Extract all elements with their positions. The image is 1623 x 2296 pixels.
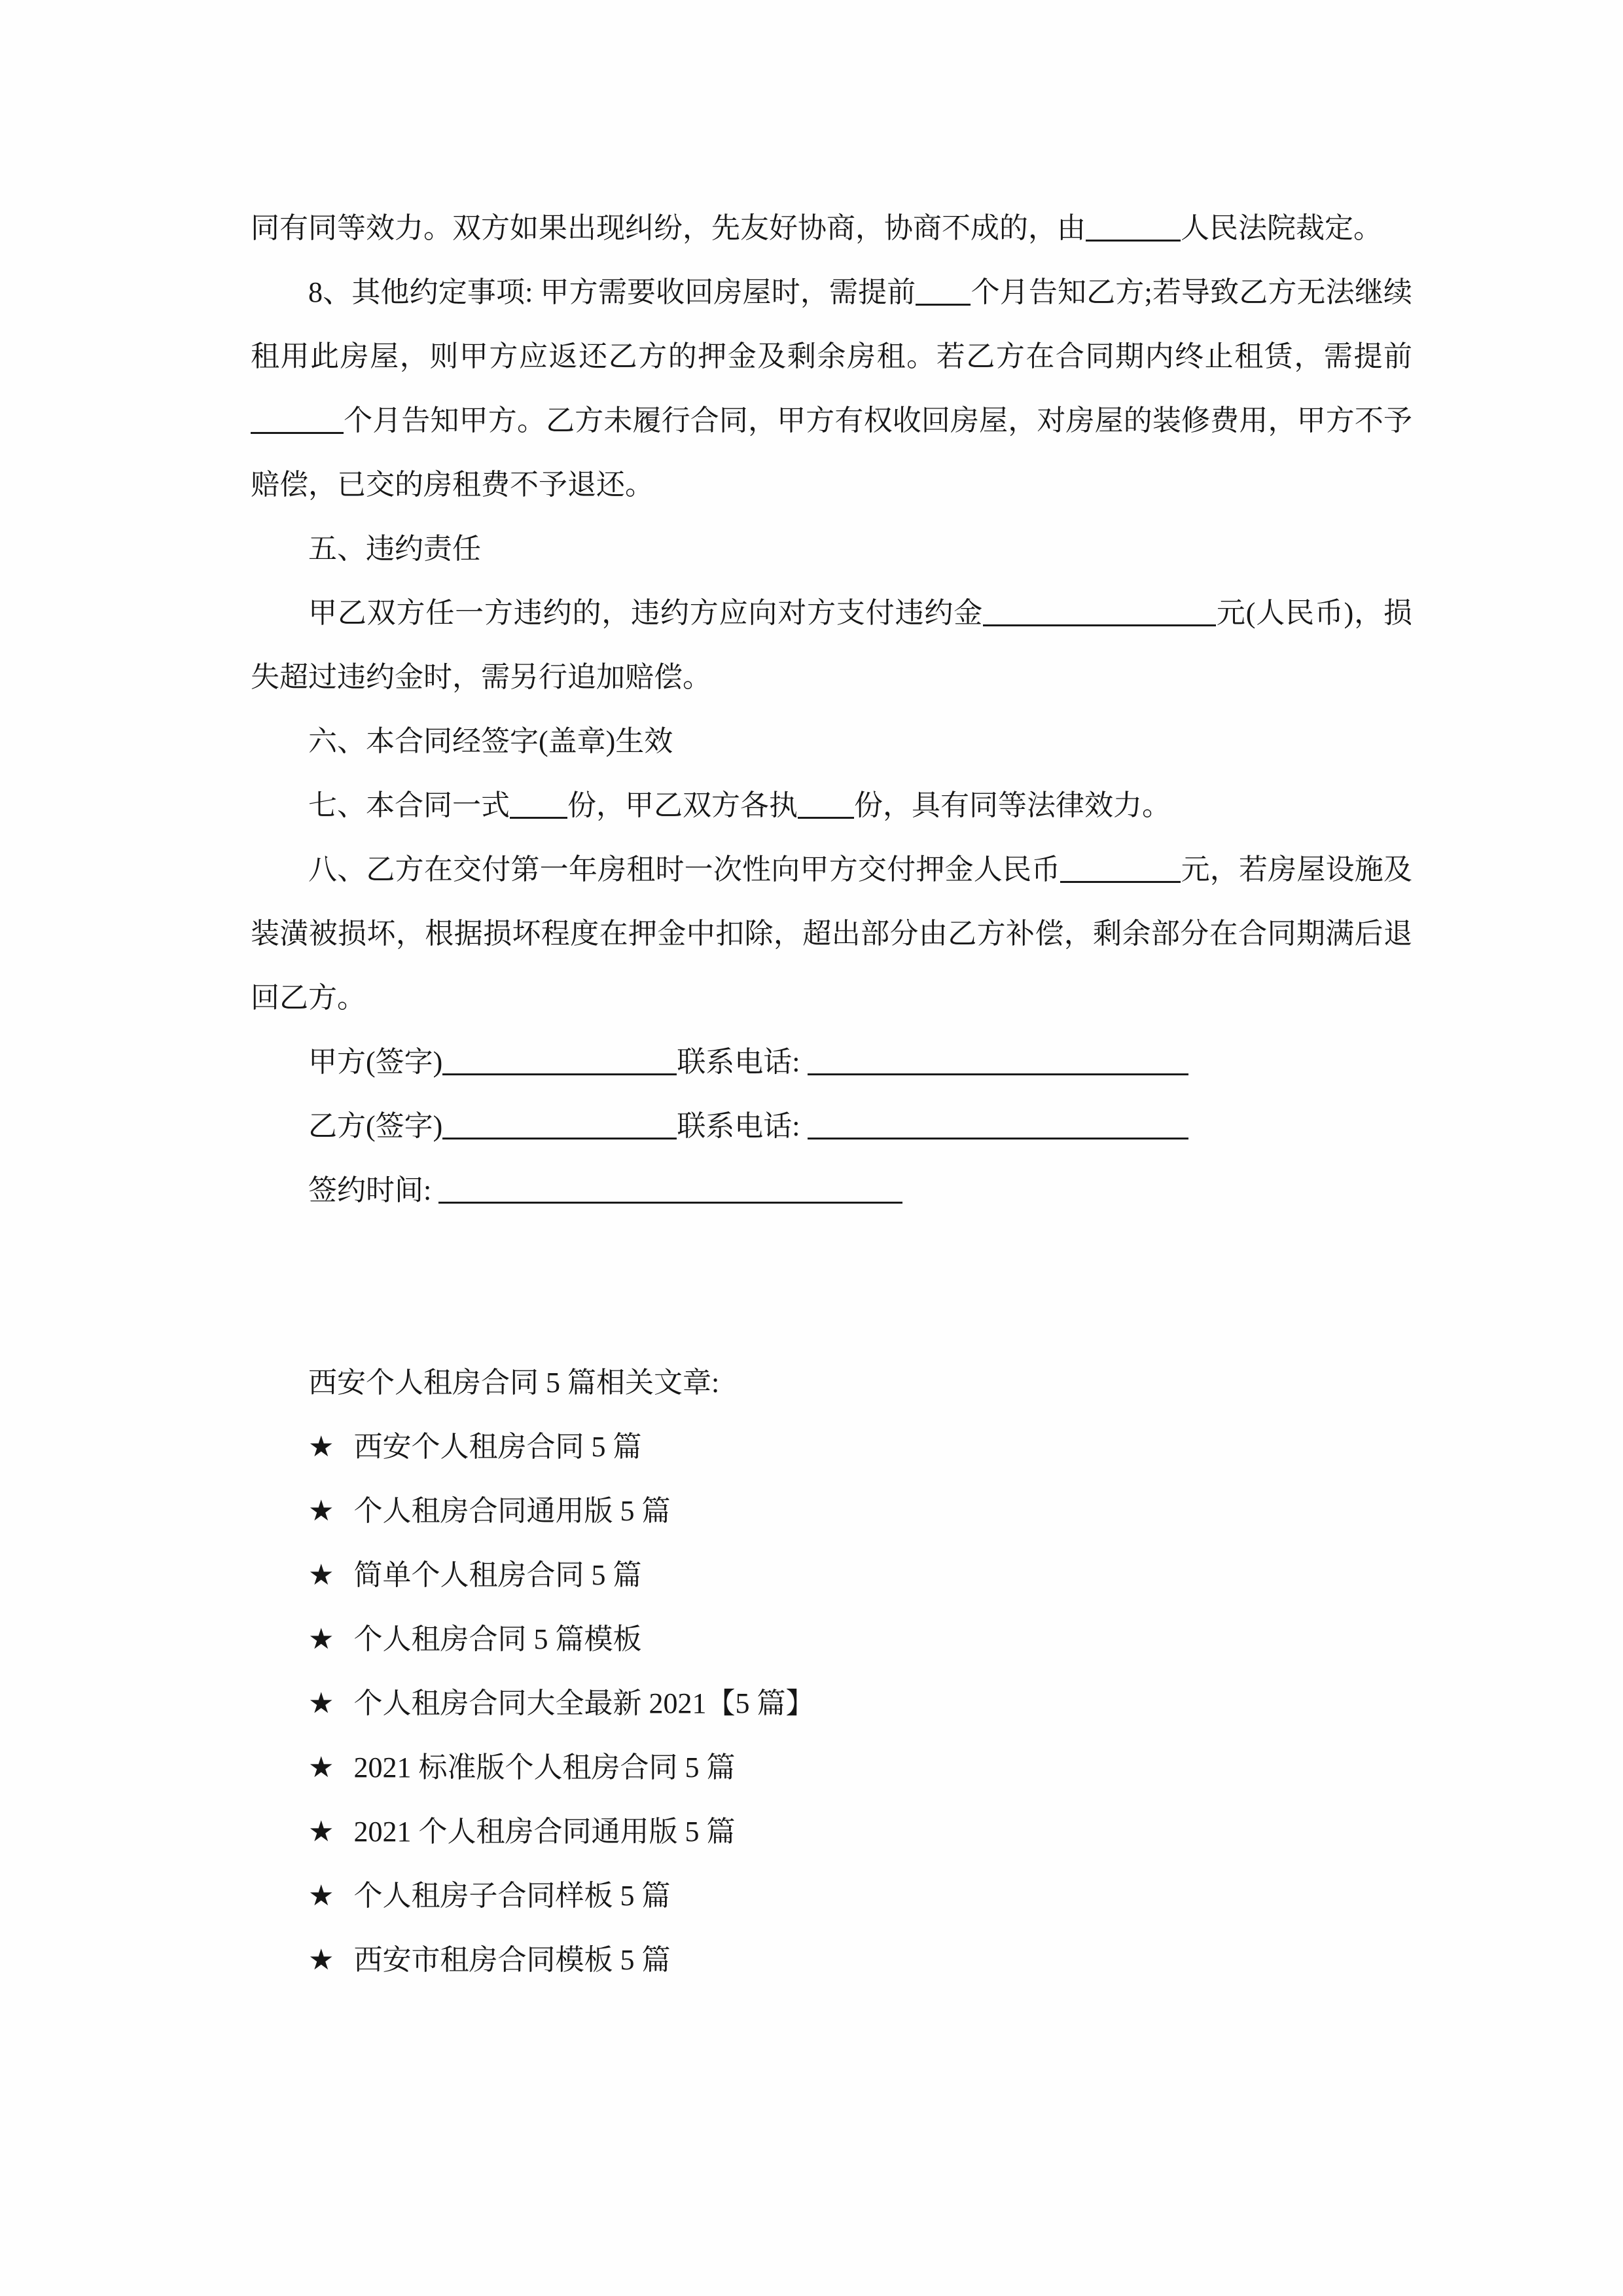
related-articles-heading: 西安个人租房合同 5 篇相关文章: (308, 1367, 720, 1399)
star-icon: ★ (308, 1495, 334, 1527)
contract-paragraph (251, 1158, 1412, 1223)
star-icon: ★ (308, 1559, 334, 1591)
related-article-item (251, 1800, 1412, 1864)
contract-paragraph (251, 196, 1412, 260)
related-article-label: 个人租房合同 5 篇模板 (353, 1623, 642, 1655)
contract-text: 元，若房屋设施及装潢被损坏，根据损坏程度在押金中扣除，超出部分由乙方补偿，剩余部分在合同期满后退回乙方。 (251, 853, 1413, 1014)
contract-text: 甲乙双方任一方违约的，违约方应向对方支付违约金 (308, 597, 984, 629)
related-article-item (251, 1736, 1412, 1800)
contract-text: 六、本合同经签字(盖章)生效 (308, 725, 673, 757)
contract-text: 元(人民币)，损失超过违约金时，需另行追加赔偿。 (251, 597, 1412, 693)
contract-text: 同有同等效力。双方如果出现纠纷，先友好协商，协商不成的，由 (251, 212, 1086, 244)
blank-fill-line (442, 1045, 677, 1075)
blank-fill-line (251, 403, 344, 434)
star-icon: ★ (308, 1880, 334, 1912)
blank-fill-line (1086, 211, 1181, 242)
contract-paragraph (251, 1094, 1412, 1158)
contract-paragraph (251, 260, 1412, 517)
related-article-item (251, 1864, 1412, 1928)
related-article-label: 西安个人租房合同 5 篇 (353, 1431, 642, 1463)
contract-paragraph (251, 709, 1412, 774)
star-icon: ★ (308, 1687, 334, 1719)
related-article-item (251, 1543, 1412, 1607)
blank-fill-line (808, 1109, 1188, 1139)
blank-fill-line (798, 788, 854, 819)
contract-text: 甲方(签字) (308, 1046, 443, 1078)
contract-paragraph (251, 774, 1412, 838)
blank-fill-line (442, 1109, 677, 1139)
related-article-label: 西安市租房合同模板 5 篇 (353, 1944, 671, 1976)
star-icon: ★ (308, 1751, 334, 1784)
related-article-label: 个人租房合同大全最新 2021【5 篇】 (353, 1687, 815, 1719)
related-article-item (251, 1479, 1412, 1543)
blank-fill-line (808, 1045, 1188, 1075)
related-articles-list (251, 1415, 1412, 1992)
contract-text: 人民法院裁定。 (1181, 212, 1382, 244)
blank-fill-line (510, 788, 567, 819)
contract-text: 八、乙方在交付第一年房租时一次性向甲方交付押金人民币 (308, 853, 1061, 886)
related-article-label: 个人租房合同通用版 5 篇 (353, 1495, 671, 1527)
related-article-label: 简单个人租房合同 5 篇 (353, 1559, 642, 1591)
contract-section (251, 196, 1412, 1223)
contract-text: 五、违约责任 (308, 533, 481, 565)
blank-fill-line (983, 596, 1216, 626)
contract-text: 乙方(签字) (308, 1110, 443, 1142)
related-article-item (251, 1928, 1412, 1992)
contract-text: 个月告知乙方;若导致乙方无法继续租用此房屋，则甲方应返还乙方的押金及剩余房租。若乙方在合同期内终止租赁，需提前 (251, 276, 1412, 372)
blank-fill-line (916, 275, 971, 306)
related-article-label: 2021 标准版个人租房合同 5 篇 (353, 1751, 736, 1784)
contract-paragraph (251, 838, 1412, 1030)
contract-text: 8、其他约定事项: 甲方需要收回房屋时，需提前 (308, 276, 916, 308)
contract-text: 个月告知甲方。乙方未履行合同，甲方有权收回房屋，对房屋的装修费用，甲方不予赔偿，已交的房租费不予退还。 (251, 404, 1412, 501)
star-icon: ★ (308, 1623, 334, 1655)
blank-fill-line (438, 1173, 902, 1204)
contract-text: 七、本合同一式 (308, 789, 510, 821)
related-article-label: 2021 个人租房合同通用版 5 篇 (353, 1816, 736, 1848)
document-body (251, 196, 1412, 1992)
star-icon: ★ (308, 1431, 334, 1463)
contract-paragraph (251, 1030, 1412, 1094)
contract-text: 签约时间: (308, 1174, 439, 1206)
related-article-item (251, 1415, 1412, 1479)
related-article-item (251, 1672, 1412, 1736)
contract-text: 联系电话: (677, 1046, 808, 1078)
related-article-label: 个人租房子合同样板 5 篇 (353, 1880, 671, 1912)
contract-text: 联系电话: (677, 1110, 808, 1142)
related-article-item (251, 1607, 1412, 1672)
contract-text: 份，具有同等法律效力。 (854, 789, 1171, 821)
star-icon: ★ (308, 1816, 334, 1848)
contract-text: 份，甲乙双方各执 (567, 789, 798, 821)
contract-paragraph (251, 517, 1412, 581)
related-articles-section (251, 1351, 1412, 1992)
contract-paragraph (251, 581, 1412, 709)
star-icon: ★ (308, 1944, 334, 1976)
blank-fill-line (1060, 852, 1181, 883)
